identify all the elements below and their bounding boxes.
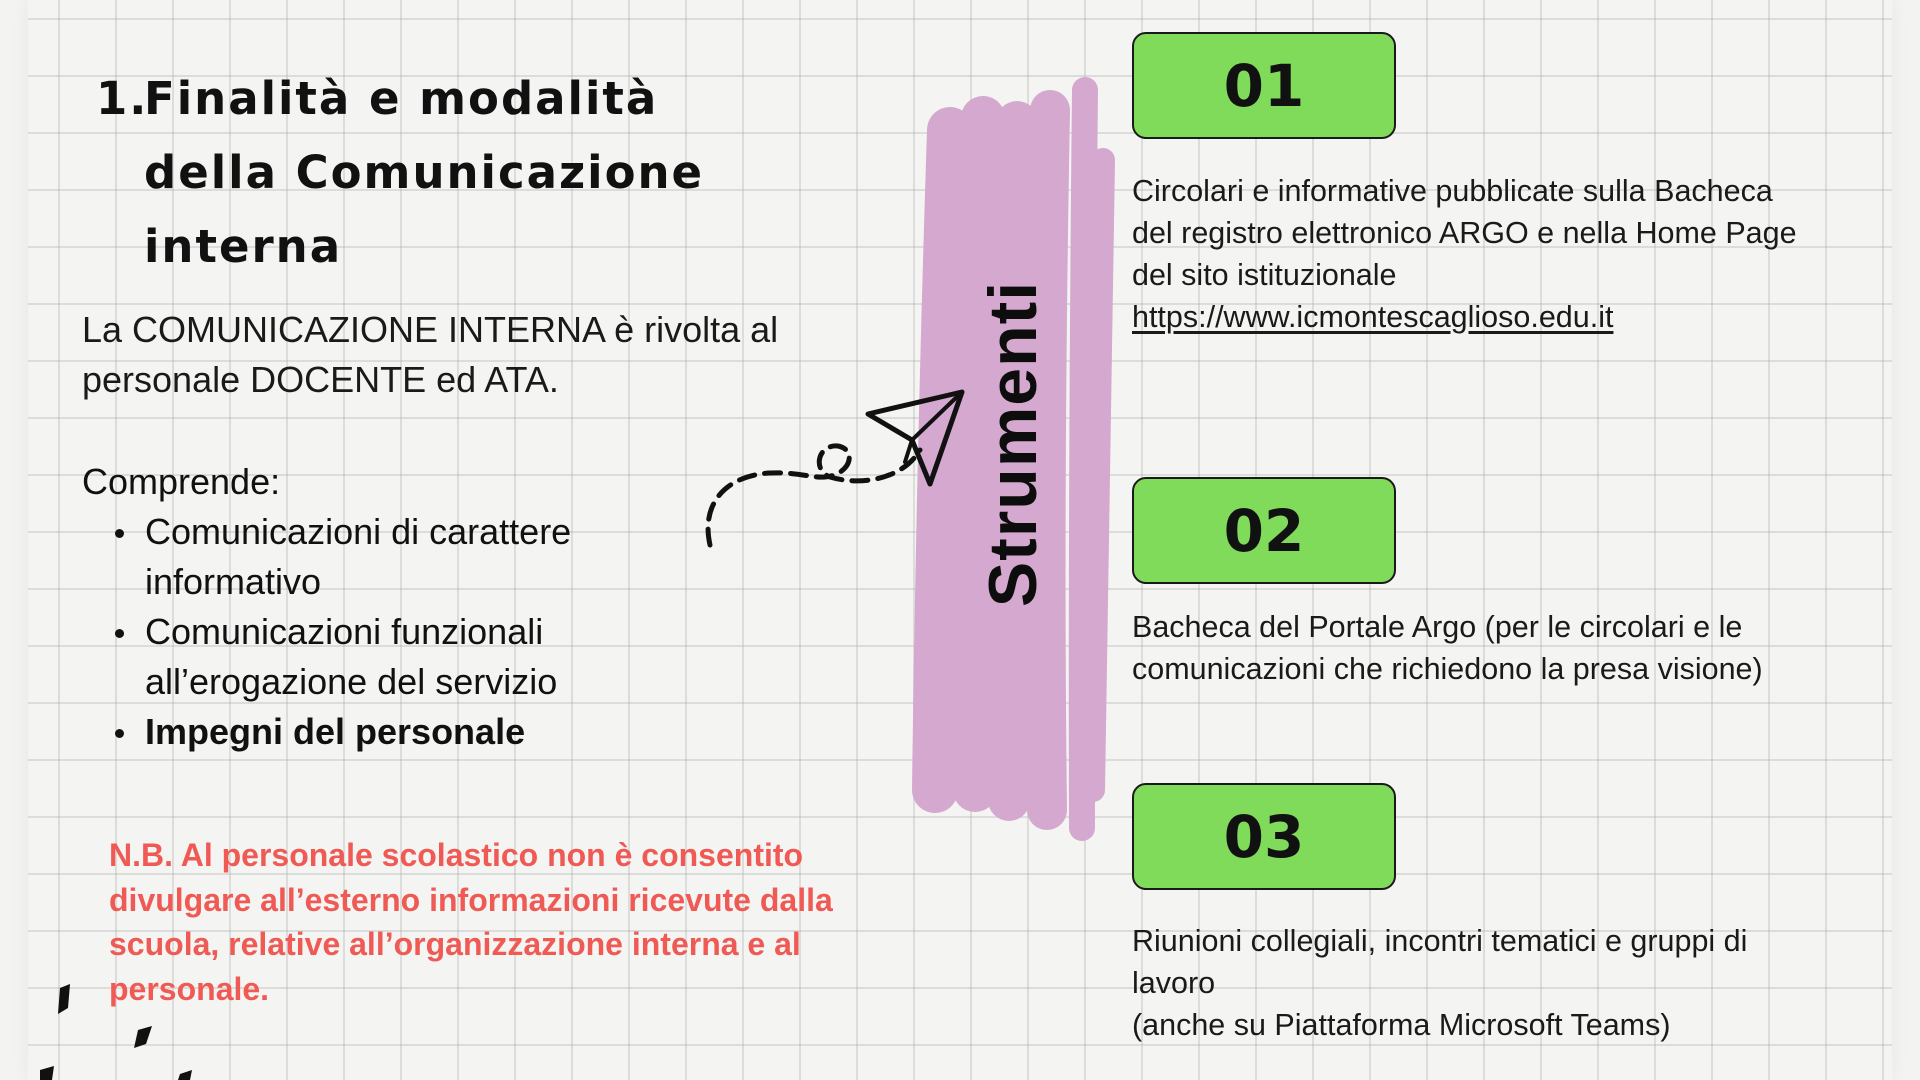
website-link[interactable]: https://www.icmontescaglioso.edu.it — [1132, 300, 1614, 334]
nb-note: N.B. Al personale scolastico non è consentito divulgare all’esterno informazioni ricevute dalla scuola, relative all’organizzazione interna e al personale. — [109, 837, 833, 1007]
comprende-list — [82, 507, 702, 757]
tool-text-03-extra: (anche su Piattaforma Microsoft Teams) — [1132, 1008, 1671, 1042]
list-item: Comunicazioni di carattere informativo — [82, 507, 702, 607]
tool-text-01: Circolari e informative pubblicate sulla Bacheca del registro elettronico ARGO e nella Home Page del sito istituzionale — [1132, 174, 1797, 292]
tool-number-01: 01 — [1132, 32, 1396, 139]
list-item: Comunicazioni funzionali all’erogazione del servizio — [82, 607, 702, 707]
doodle-marks — [40, 970, 240, 1080]
tool-description-01 — [1132, 170, 1812, 338]
section-number: 1. — [96, 72, 149, 125]
strumenti-label: Strumenti — [975, 280, 1051, 608]
section-title — [96, 62, 704, 284]
tool-number-03: 03 — [1132, 783, 1396, 890]
comprende-label: Comprende: — [82, 461, 281, 502]
tool-description-03 — [1132, 920, 1812, 1046]
tool-number-02: 02 — [1132, 477, 1396, 584]
paper-plane-icon — [690, 380, 970, 560]
tool-description-02: Bacheca del Portale Argo (per le circolari e le comunicazioni che richiedono la presa visione) — [1132, 610, 1763, 686]
section-title-text: Finalità e modalità della Comunicazione interna — [144, 72, 705, 273]
intro-text: La COMUNICAZIONE INTERNA è rivolta al personale DOCENTE ed ATA. — [82, 309, 779, 400]
tool-text-03: Riunioni collegiali, incontri tematici e gruppi di lavoro — [1132, 924, 1748, 1000]
list-item: Impegni del personale — [82, 707, 702, 757]
